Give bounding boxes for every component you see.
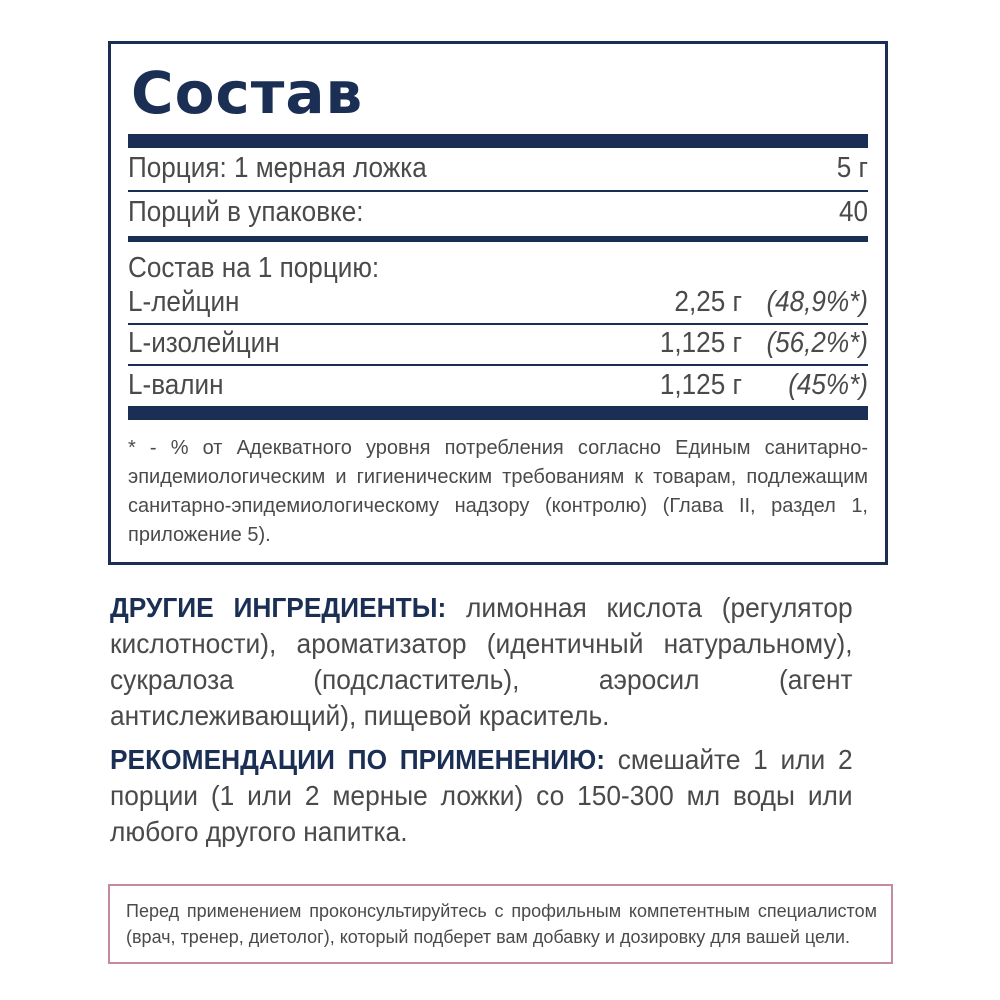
servings-per-pack-value: 40 (838, 196, 868, 228)
ingredient-amount: 1,125 г (659, 327, 742, 359)
servings-per-pack-row (128, 192, 868, 232)
disclaimer-text: Перед применением проконсультируйтесь с профильным компетентным специалистом (врач, тренер, диетолог), который подберет вам добавку и дозировку для вашей цели. (126, 901, 877, 947)
ingredient-name: L-лейцин (128, 286, 240, 318)
ingredient-percent: (48,9%*) (766, 286, 868, 318)
footnote: * - % от Адекватного уровня потребления согласно Единым санитарно-эпидемиологическим и гигиеническим требованиям к товарам, подлежащим санитарно-эпидемиологическому надзору (контролю) (Глава II, раздел 1, приложение 5). (128, 437, 868, 546)
composition-panel (108, 41, 888, 565)
ingredient-amount: 2,25 г (674, 286, 742, 318)
serving-size-row (128, 148, 868, 188)
per-serving-heading: Состав на 1 порцию: (128, 252, 380, 284)
title-divider (128, 134, 868, 148)
serving-size-value: 5 г (836, 152, 868, 184)
ingredient-row (128, 282, 868, 322)
ingredient-amount: 1,125 г (659, 369, 742, 401)
disclaimer-box (108, 884, 893, 964)
table-bottom-divider (128, 406, 868, 420)
other-ingredients-heading: ДРУГИЕ ИНГРЕДИЕНТЫ: (110, 592, 447, 623)
ingredient-name: L-валин (128, 369, 224, 401)
other-ingredients-paragraph (110, 590, 853, 734)
ingredient-row (128, 323, 868, 363)
ingredient-name: L-изолейцин (128, 327, 280, 359)
ingredient-percent: (45%*) (788, 369, 868, 401)
panel-title: Состав (131, 59, 364, 127)
ingredient-row (128, 365, 868, 405)
recommendations-paragraph (110, 742, 853, 850)
serving-size-label: Порция: 1 мерная ложка (128, 152, 427, 184)
other-ingredients-text: лимонная кислота (регулятор кислотности), ароматизатор (идентичный натуральному), сукралоза (подсластитель), аэросил (агент антислеживающий), пищевой краситель. (110, 592, 853, 731)
recommendations-text: смешайте 1 или 2 порции (1 или 2 мерные ложки) со 150-300 мл воды или любого другого напитка. (110, 744, 853, 847)
recommendations-heading: РЕКОМЕНДАЦИИ ПО ПРИМЕНЕНИЮ: (110, 744, 606, 775)
ingredient-percent: (56,2%*) (766, 327, 868, 359)
servings-per-pack-label: Порций в упаковке: (128, 196, 364, 228)
section-divider (128, 236, 868, 242)
